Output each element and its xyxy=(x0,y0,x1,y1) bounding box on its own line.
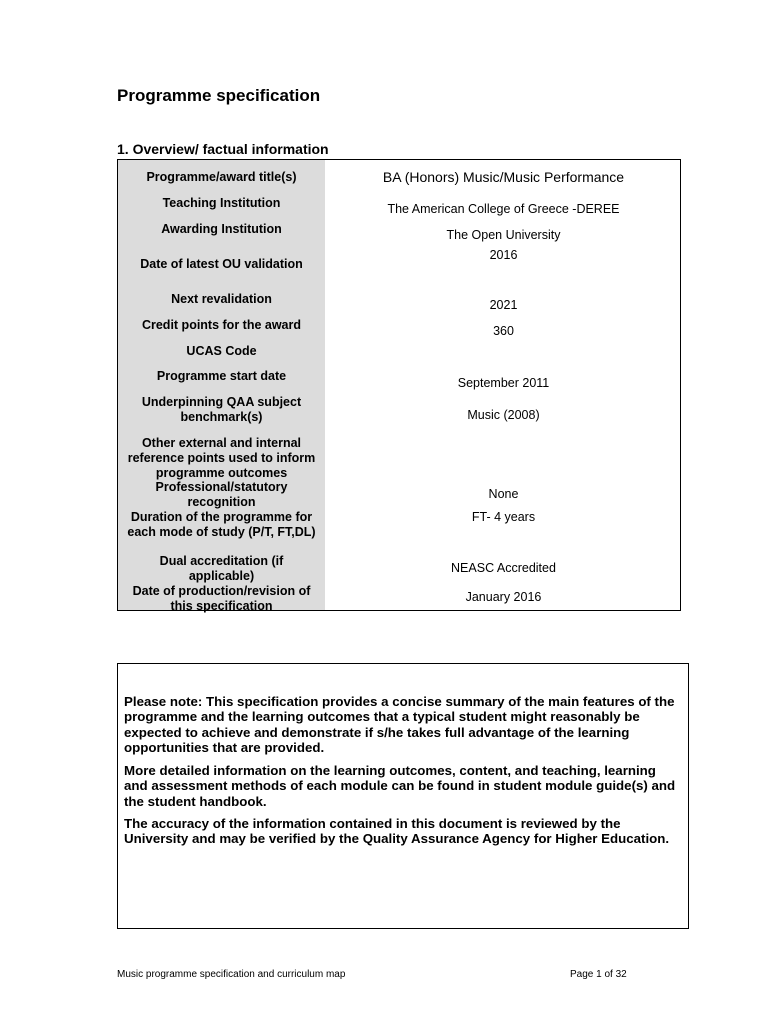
row-value-qaa-benchmark: Music (2008) xyxy=(467,408,540,422)
row-value-start-date: September 2011 xyxy=(457,376,550,390)
row-label-start-date: Programme start date xyxy=(156,369,287,383)
note-box xyxy=(117,663,689,929)
note-paragraph: More detailed information on the learning outcomes, content, and teaching, learning and assessment methods of each module can be found in student module guide(s) and the student handbook. xyxy=(124,763,676,809)
row-value-credit-points: 360 xyxy=(493,324,514,338)
row-label-ucas-code: UCAS Code xyxy=(186,344,257,358)
row-label-qaa-benchmark: Underpinning QAA subject benchmark(s) xyxy=(141,395,302,424)
row-value-dual-accreditation: NEASC Accredited xyxy=(451,561,556,575)
row-value-teaching-institution: The American College of Greece -DEREE xyxy=(387,202,620,216)
row-value-professional-recognition: None xyxy=(488,487,519,501)
row-value-production-date: January 2016 xyxy=(465,590,542,604)
row-label-reference-points: Other external and internal reference points used to inform programme outcomes xyxy=(127,436,316,480)
row-label-next-revalidation: Next revalidation xyxy=(171,292,272,306)
row-label-award-title: Programme/award title(s) xyxy=(146,170,297,184)
row-value-ou-validation: 2016 xyxy=(489,248,518,262)
row-label-production-date: Date of production/revision of this specification xyxy=(132,584,311,613)
row-label-credit-points: Credit points for the award xyxy=(141,318,302,332)
footer-document-name: Music programme specification and curriculum map xyxy=(117,969,346,980)
row-label-professional-recognition: Professional/statutory recognition xyxy=(155,480,288,509)
row-value-award-title: BA (Honors) Music/Music Performance xyxy=(382,169,625,185)
row-value-duration: FT- 4 years xyxy=(471,510,536,524)
note-paragraph: The accuracy of the information contained in this document is reviewed by the University and may be verified by the Quality Assurance Agency for Higher Education. xyxy=(124,816,670,847)
page-title: Programme specification xyxy=(117,86,321,105)
row-label-awarding-institution: Awarding Institution xyxy=(161,222,282,236)
spec-table xyxy=(117,159,681,611)
row-label-ou-validation: Date of latest OU validation xyxy=(140,257,303,271)
footer-page-number: Page 1 of 32 xyxy=(570,969,627,980)
row-value-next-revalidation: 2021 xyxy=(489,298,518,312)
row-label-teaching-institution: Teaching Institution xyxy=(162,196,281,210)
row-label-dual-accreditation: Dual accreditation (if applicable) xyxy=(159,554,284,583)
section-heading: 1. Overview/ factual information xyxy=(117,141,329,157)
row-value-awarding-institution: The Open University xyxy=(446,228,561,242)
note-paragraph: Please note: This specification provides a concise summary of the main features of the programme and the learning outcomes that a typical student might reasonably be expected to achieve and demonstrate if s/he takes full advantage of the learning opportunities that are provided. xyxy=(124,694,675,755)
row-label-duration: Duration of the programme for each mode of study (P/T, FT,DL) xyxy=(127,510,316,539)
